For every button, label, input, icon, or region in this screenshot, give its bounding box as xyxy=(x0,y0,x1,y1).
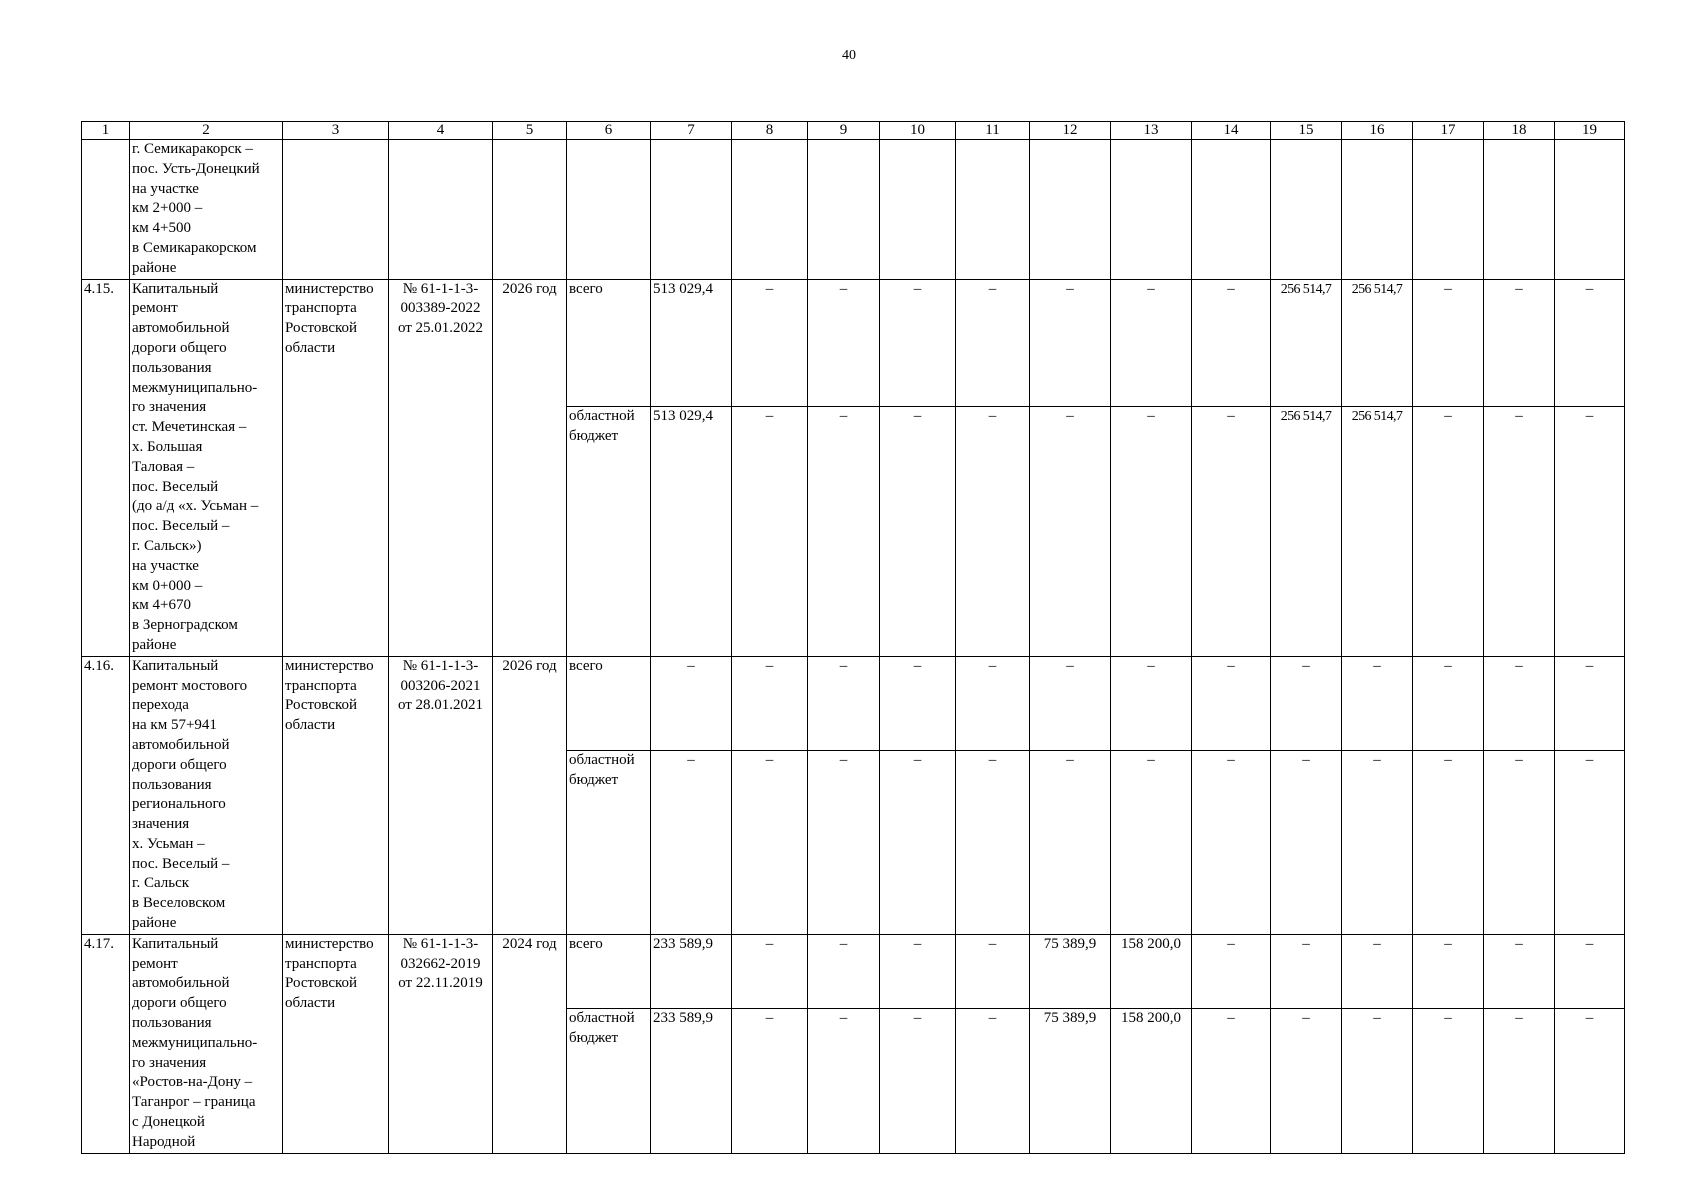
financing-table xyxy=(81,121,1625,1154)
value-cell: – xyxy=(1413,656,1484,750)
value-cell: – xyxy=(1342,1008,1413,1153)
text-line: всего xyxy=(569,657,603,674)
empty-cell xyxy=(1192,140,1271,280)
value-cell: – xyxy=(880,279,956,407)
document-cell xyxy=(389,279,493,656)
table-row xyxy=(82,934,1625,1008)
text-line: районе xyxy=(132,915,177,932)
column-number: 1 xyxy=(82,122,130,140)
value-cell: – xyxy=(1555,279,1625,407)
text-line: км 4+500 xyxy=(132,220,191,237)
value-cell: 233 589,9 xyxy=(651,934,732,1008)
column-number: 17 xyxy=(1413,122,1484,140)
value-cell: – xyxy=(732,1008,808,1153)
value-cell: – xyxy=(1192,750,1271,934)
text-line: км 4+670 xyxy=(132,597,191,614)
value-cell: – xyxy=(732,750,808,934)
text-line: ремонт мостового xyxy=(132,677,248,694)
empty-cell xyxy=(732,140,808,280)
value-cell: – xyxy=(956,407,1030,656)
value-cell: – xyxy=(1484,1008,1555,1153)
year-cell: 2024 год xyxy=(493,934,567,1153)
value-cell: – xyxy=(1413,1008,1484,1153)
description-cell xyxy=(130,279,283,656)
text-line: областной xyxy=(569,1009,635,1026)
text-line: пос. Веселый – xyxy=(132,518,230,535)
text-line: «Ростов-на-Дону – xyxy=(132,1074,253,1091)
value-cell: – xyxy=(956,934,1030,1008)
value-cell: – xyxy=(1192,279,1271,407)
text-line: Таганрог – граница xyxy=(132,1094,256,1111)
text-line: министерство xyxy=(285,280,374,297)
value-cell: – xyxy=(1555,750,1625,934)
empty-cell xyxy=(567,140,651,280)
year-cell: 2026 год xyxy=(493,656,567,934)
value-cell: 256 514,7 xyxy=(1271,279,1342,407)
empty-cell xyxy=(493,140,567,280)
text-line: 032662-2019 xyxy=(400,955,481,972)
year-cell: 2026 год xyxy=(493,279,567,656)
value-cell: – xyxy=(808,656,880,750)
text-line: от 28.01.2021 xyxy=(397,697,484,714)
value-cell: – xyxy=(1342,656,1413,750)
text-line: го значения xyxy=(132,1054,207,1071)
executor-cell xyxy=(283,279,389,656)
empty-cell xyxy=(1271,140,1342,280)
row-number: 4.15. xyxy=(82,279,130,656)
value-cell: – xyxy=(1413,934,1484,1008)
value-cell: – xyxy=(1484,750,1555,934)
text-line: на км 57+941 xyxy=(132,717,217,734)
text-line: в Веселовском xyxy=(132,895,226,912)
text-line: Ростовской xyxy=(285,697,358,714)
text-line: (до а/д «х. Усьман – xyxy=(132,498,259,515)
text-line: Капитальный xyxy=(132,280,219,297)
column-number: 8 xyxy=(732,122,808,140)
value-cell: – xyxy=(880,750,956,934)
text-line: значения xyxy=(132,816,190,833)
text-line: регионального xyxy=(132,796,226,813)
value-cell: – xyxy=(732,656,808,750)
text-line: ремонт xyxy=(132,955,178,972)
empty-cell xyxy=(1555,140,1625,280)
value-cell: – xyxy=(1111,656,1192,750)
executor-cell xyxy=(283,656,389,934)
value-cell: 233 589,9 xyxy=(651,1008,732,1153)
page-number: 40 xyxy=(842,48,856,63)
value-cell: – xyxy=(1484,934,1555,1008)
column-number: 10 xyxy=(880,122,956,140)
description-cell xyxy=(130,140,283,280)
text-line: районе xyxy=(132,636,177,653)
empty-cell xyxy=(1413,140,1484,280)
text-line: ремонт xyxy=(132,300,178,317)
value-cell: 75 389,9 xyxy=(1030,934,1111,1008)
value-cell: – xyxy=(1484,656,1555,750)
column-number: 12 xyxy=(1030,122,1111,140)
text-line: х. Усьман – xyxy=(132,835,205,852)
text-line: пользования xyxy=(132,1015,212,1032)
text-line: от 25.01.2022 xyxy=(397,320,484,337)
text-line: транспорта xyxy=(285,955,357,972)
value-cell: – xyxy=(651,656,732,750)
text-line: № 61-1-1-3- xyxy=(402,280,479,297)
text-line: районе xyxy=(132,259,177,276)
text-line: области xyxy=(285,995,336,1012)
text-line: на участке xyxy=(132,180,199,197)
text-line: автомобильной xyxy=(132,736,230,753)
value-cell: – xyxy=(956,750,1030,934)
source-label xyxy=(567,750,651,934)
text-line: Ростовской xyxy=(285,320,358,337)
value-cell: – xyxy=(1192,407,1271,656)
text-line: автомобильной xyxy=(132,975,230,992)
empty-cell xyxy=(389,140,493,280)
text-line: на участке xyxy=(132,557,199,574)
text-line: Народной xyxy=(132,1133,196,1150)
value-cell: – xyxy=(651,750,732,934)
text-line: дороги общего xyxy=(132,339,227,356)
empty-cell xyxy=(1342,140,1413,280)
text-line: области xyxy=(285,717,336,734)
value-cell: – xyxy=(956,1008,1030,1153)
executor-cell xyxy=(283,934,389,1153)
text-line: го значения xyxy=(132,399,207,416)
text-line: в Семикаракорском xyxy=(132,239,257,256)
table-row xyxy=(82,656,1625,750)
column-number-row xyxy=(82,122,1625,140)
value-cell: – xyxy=(1271,934,1342,1008)
text-line: 003206-2021 xyxy=(400,677,481,694)
source-label xyxy=(567,1008,651,1153)
empty-cell xyxy=(1484,140,1555,280)
row-number-cell xyxy=(82,140,130,280)
empty-cell xyxy=(956,140,1030,280)
text-line: пользования xyxy=(132,359,212,376)
text-line: министерство xyxy=(285,657,374,674)
text-line: перехода xyxy=(132,697,189,714)
column-number: 14 xyxy=(1192,122,1271,140)
text-line: х. Большая xyxy=(132,438,203,455)
value-cell: – xyxy=(732,279,808,407)
value-cell: – xyxy=(808,750,880,934)
text-line: дороги общего xyxy=(132,756,227,773)
text-line: бюджет xyxy=(569,1029,619,1046)
source-label xyxy=(567,656,651,750)
text-line: бюджет xyxy=(569,428,619,445)
description-cell xyxy=(130,656,283,934)
description-cell xyxy=(130,934,283,1153)
value-cell: – xyxy=(880,407,956,656)
value-cell: – xyxy=(1413,407,1484,656)
value-cell: – xyxy=(1192,1008,1271,1153)
column-number: 13 xyxy=(1111,122,1192,140)
value-cell: – xyxy=(1271,656,1342,750)
value-cell: 256 514,7 xyxy=(1342,407,1413,656)
empty-cell xyxy=(283,140,389,280)
text-line: км 0+000 – xyxy=(132,577,203,594)
value-cell: 75 389,9 xyxy=(1030,1008,1111,1153)
value-cell: – xyxy=(1030,407,1111,656)
text-line: км 2+000 – xyxy=(132,200,203,217)
table-row xyxy=(82,140,1625,280)
column-number: 7 xyxy=(651,122,732,140)
text-line: всего xyxy=(569,280,603,297)
value-cell: – xyxy=(1413,750,1484,934)
text-line: областной xyxy=(569,408,635,425)
value-cell: – xyxy=(956,279,1030,407)
value-cell: – xyxy=(1271,750,1342,934)
value-cell: – xyxy=(1271,1008,1342,1153)
value-cell: – xyxy=(808,279,880,407)
column-number: 18 xyxy=(1484,122,1555,140)
value-cell: – xyxy=(732,407,808,656)
text-line: транспорта xyxy=(285,300,357,317)
value-cell: – xyxy=(880,656,956,750)
row-number: 4.17. xyxy=(82,934,130,1153)
source-label xyxy=(567,407,651,656)
value-cell: – xyxy=(1111,750,1192,934)
text-line: 003389-2022 xyxy=(400,300,481,317)
text-line: пос. Веселый xyxy=(132,478,219,495)
column-number: 9 xyxy=(808,122,880,140)
text-line: всего xyxy=(569,935,603,952)
source-label xyxy=(567,279,651,407)
value-cell: – xyxy=(1111,407,1192,656)
empty-cell xyxy=(1030,140,1111,280)
value-cell: – xyxy=(1030,279,1111,407)
text-line: межмуниципально- xyxy=(132,379,258,396)
value-cell: – xyxy=(808,934,880,1008)
value-cell: 513 029,4 xyxy=(651,407,732,656)
value-cell: – xyxy=(1555,656,1625,750)
value-cell: – xyxy=(1555,934,1625,1008)
value-cell: – xyxy=(1342,934,1413,1008)
row-number: 4.16. xyxy=(82,656,130,934)
column-number: 2 xyxy=(130,122,283,140)
document-cell xyxy=(389,656,493,934)
text-line: межмуниципально- xyxy=(132,1034,258,1051)
value-cell: – xyxy=(1413,279,1484,407)
value-cell: – xyxy=(1484,407,1555,656)
text-line: пос. Веселый – xyxy=(132,855,230,872)
text-line: министерство xyxy=(285,935,374,952)
value-cell: 158 200,0 xyxy=(1111,1008,1192,1153)
text-line: транспорта xyxy=(285,677,357,694)
text-line: Капитальный xyxy=(132,657,219,674)
document-cell xyxy=(389,934,493,1153)
column-number: 5 xyxy=(493,122,567,140)
column-number: 11 xyxy=(956,122,1030,140)
column-number: 15 xyxy=(1271,122,1342,140)
text-line: от 22.11.2019 xyxy=(398,975,483,992)
text-line: пользования xyxy=(132,776,212,793)
text-line: № 61-1-1-3- xyxy=(402,657,479,674)
value-cell: – xyxy=(1111,279,1192,407)
text-line: Капитальный xyxy=(132,935,219,952)
column-number: 6 xyxy=(567,122,651,140)
value-cell: – xyxy=(880,1008,956,1153)
value-cell: – xyxy=(1484,279,1555,407)
text-line: дороги общего xyxy=(132,995,227,1012)
text-line: областной xyxy=(569,751,635,768)
text-line: в Зерноградском xyxy=(132,617,238,634)
column-number: 3 xyxy=(283,122,389,140)
text-line: № 61-1-1-3- xyxy=(402,935,479,952)
value-cell: – xyxy=(1030,750,1111,934)
text-line: Таловая – xyxy=(132,458,195,475)
column-number: 19 xyxy=(1555,122,1625,140)
empty-cell xyxy=(651,140,732,280)
empty-cell xyxy=(808,140,880,280)
empty-cell xyxy=(1111,140,1192,280)
empty-cell xyxy=(880,140,956,280)
source-label xyxy=(567,934,651,1008)
table-row xyxy=(82,279,1625,407)
text-line: области xyxy=(285,339,336,356)
column-number: 16 xyxy=(1342,122,1413,140)
value-cell: – xyxy=(1555,407,1625,656)
value-cell: 256 514,7 xyxy=(1342,279,1413,407)
value-cell: 158 200,0 xyxy=(1111,934,1192,1008)
value-cell: – xyxy=(1192,656,1271,750)
value-cell: – xyxy=(1192,934,1271,1008)
text-line: Ростовской xyxy=(285,975,358,992)
text-line: г. Сальск») xyxy=(132,537,202,554)
text-line: ст. Мечетинская – xyxy=(132,419,247,436)
text-line: автомобильной xyxy=(132,320,230,337)
column-number: 4 xyxy=(389,122,493,140)
value-cell: 513 029,4 xyxy=(651,279,732,407)
text-line: бюджет xyxy=(569,771,619,788)
text-line: г. Семикаракорск – xyxy=(132,141,253,157)
text-line: г. Сальск xyxy=(132,875,190,892)
text-line: с Донецкой xyxy=(132,1114,205,1131)
value-cell: – xyxy=(808,407,880,656)
value-cell: – xyxy=(956,656,1030,750)
text-line: пос. Усть-Донецкий xyxy=(132,160,260,177)
value-cell: – xyxy=(1030,656,1111,750)
value-cell: – xyxy=(1555,1008,1625,1153)
value-cell: – xyxy=(880,934,956,1008)
value-cell: – xyxy=(1342,750,1413,934)
value-cell: 256 514,7 xyxy=(1271,407,1342,656)
value-cell: – xyxy=(732,934,808,1008)
value-cell: – xyxy=(808,1008,880,1153)
